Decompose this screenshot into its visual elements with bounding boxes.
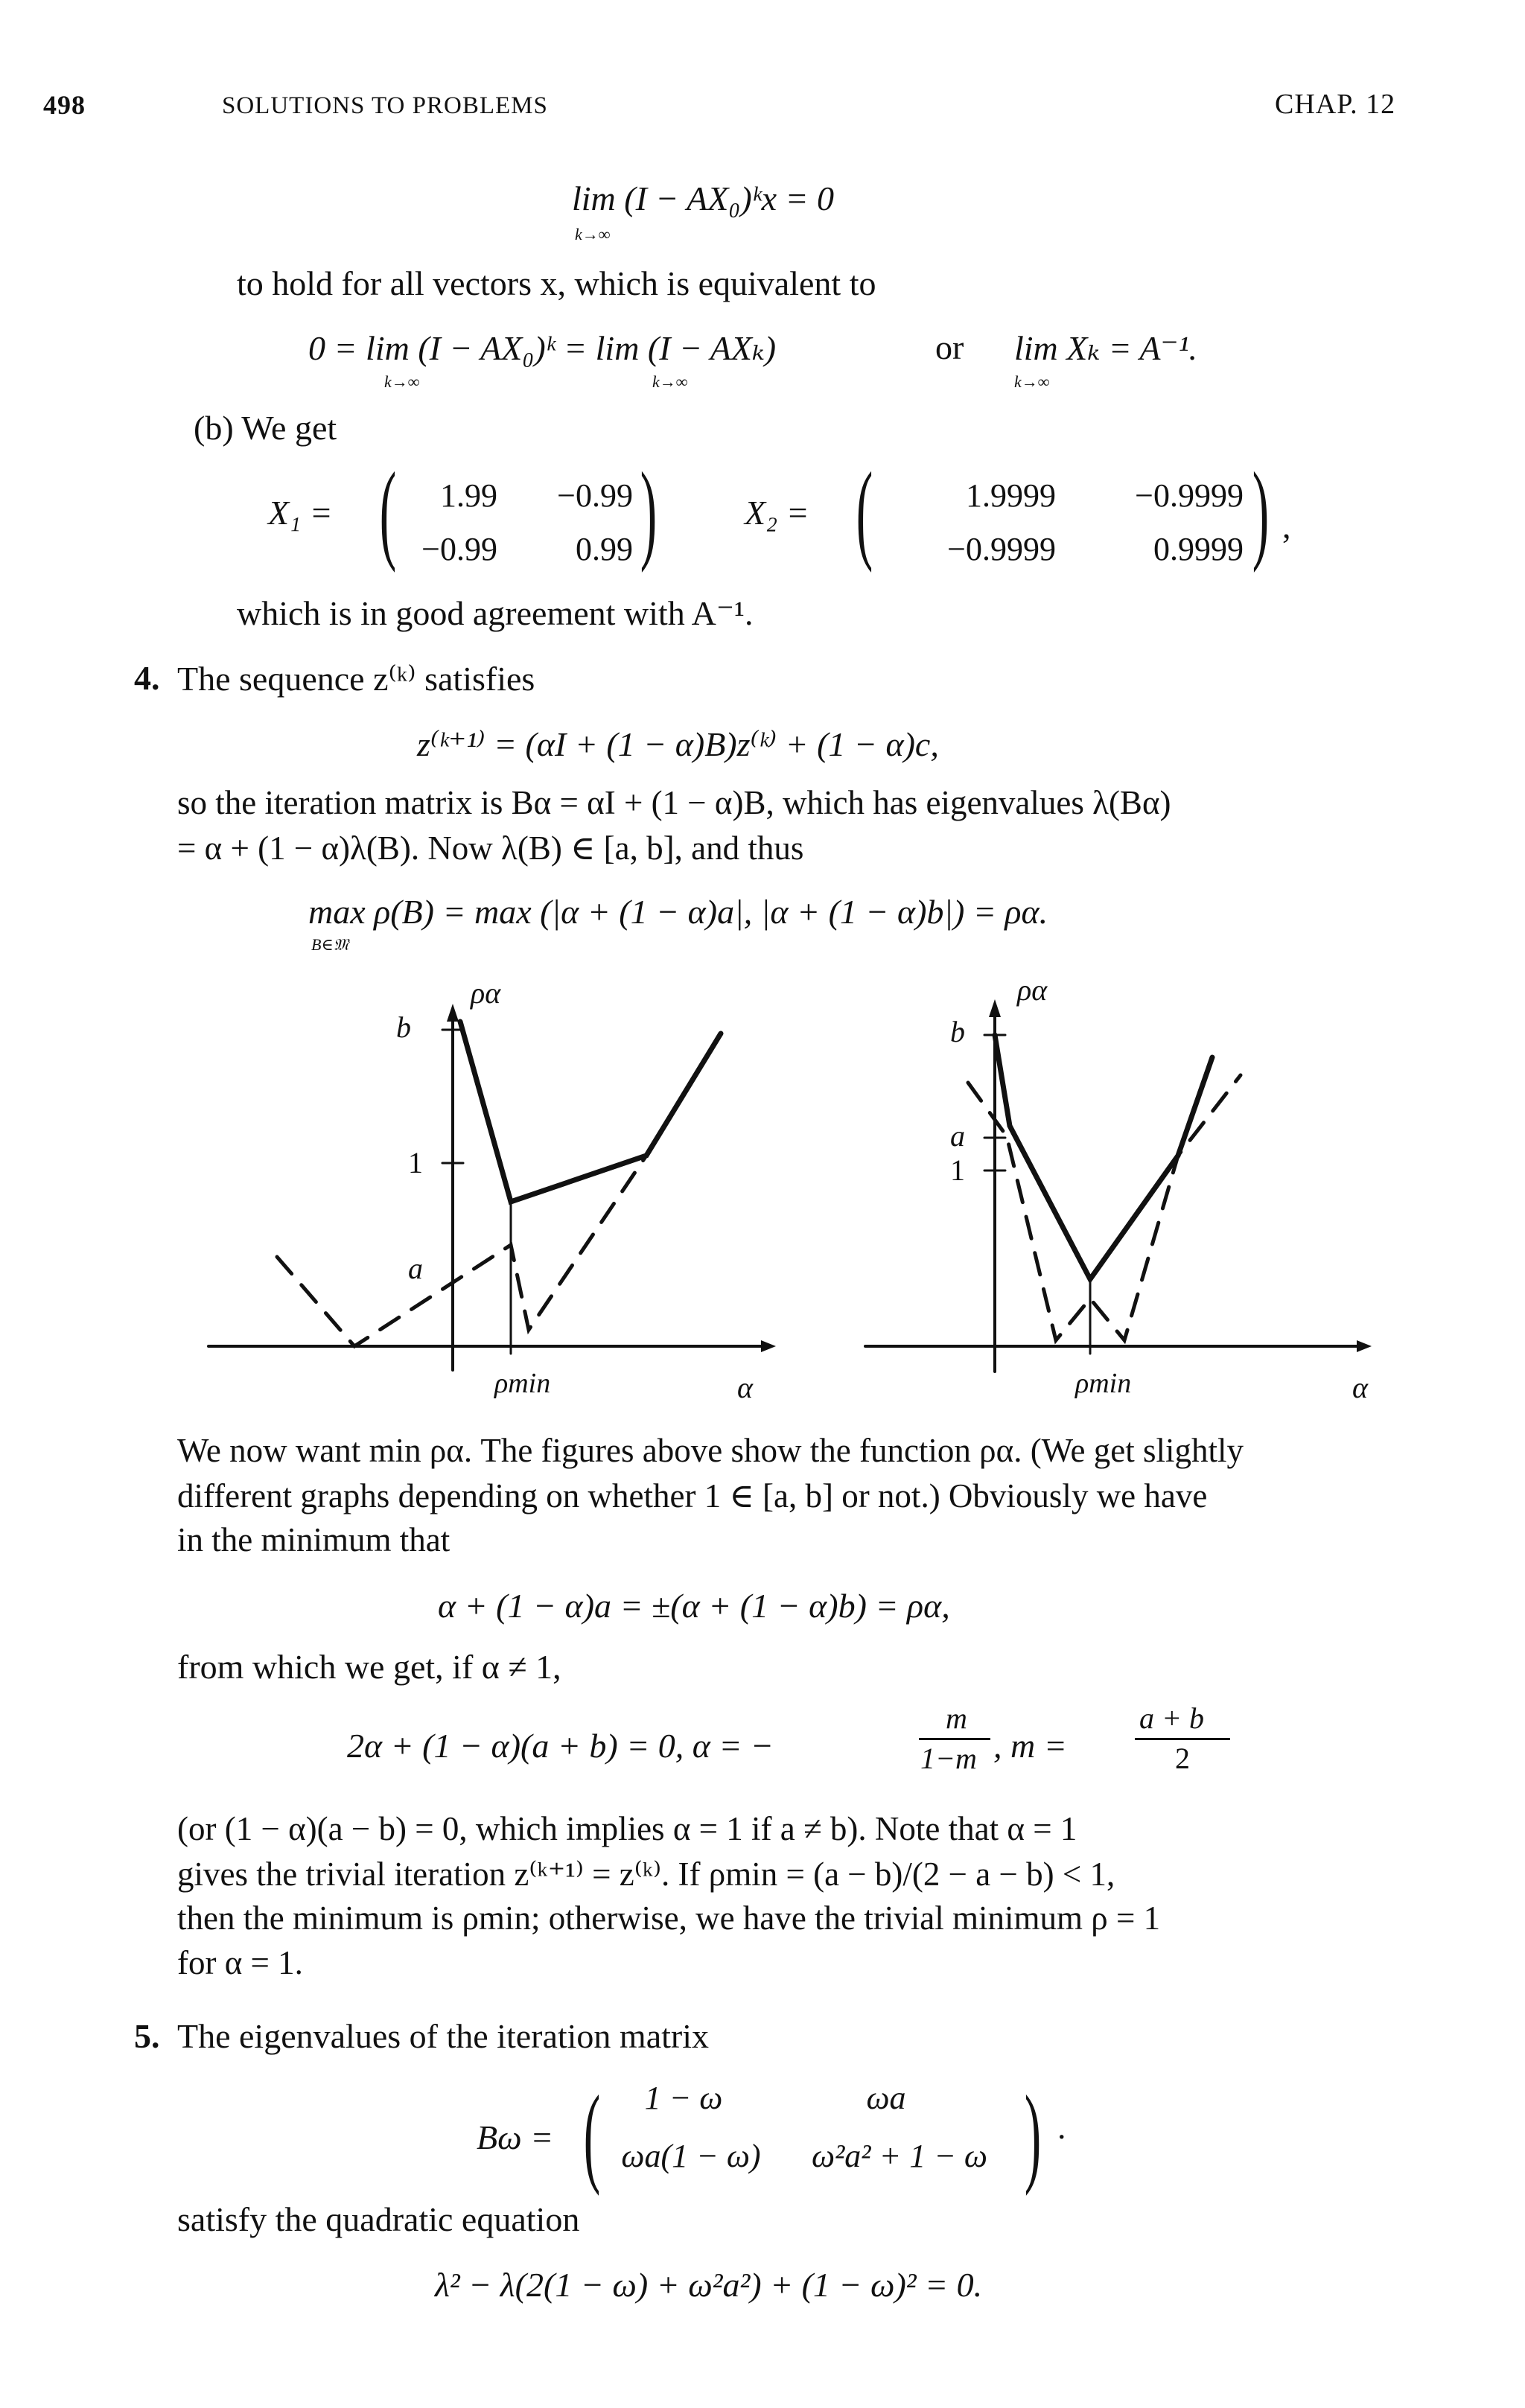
- text-line: = α + (1 − α)λ(B). Now λ(B) ∈ [a, b], and thus: [177, 829, 804, 867]
- rho-min-label: ρmin: [1075, 1368, 1132, 1399]
- matrix-cell: ωa: [866, 2080, 906, 2116]
- text-line: gives the trivial iteration z⁽ᵏ⁺¹⁾ = z⁽ᵏ⁾. If ρmin = (a − b)/(2 − a − b) < 1,: [177, 1856, 1115, 1893]
- equivalence-equation: 0 = lim (I − AX₀)ᵏ = lim (I − AXₖ): [308, 329, 777, 367]
- matrix-cell: 1.9999: [966, 477, 1056, 514]
- matrix-cell: 0.99: [576, 531, 633, 567]
- matrix-cell: 0.9999: [1153, 531, 1244, 567]
- recurrence-equation: z⁽ᵏ⁺¹⁾ = (αI + (1 − α)B)z⁽ᵏ⁾ + (1 − α)c,: [417, 725, 939, 763]
- x-axis-arrow: [761, 1340, 776, 1352]
- rho-alpha-label: ρα: [1017, 973, 1048, 1007]
- left-paren: (: [379, 450, 397, 573]
- fraction-numerator: a + b: [1139, 1701, 1204, 1735]
- b-omega-label: Bω =: [477, 2118, 554, 2156]
- limit-equation: lim (I − AX₀)ᵏx = 0: [572, 179, 835, 217]
- limit-subscript: k→∞: [652, 372, 688, 391]
- text-line: different graphs depending on whether 1 ∈ [a, b] or not.) Obviously we have: [177, 1477, 1208, 1514]
- right-paren: ): [1252, 450, 1270, 573]
- dashed-branch: [277, 1156, 646, 1346]
- a-label: a: [408, 1252, 423, 1285]
- page-number: 498: [43, 90, 86, 120]
- matrix-cell: −0.9999: [947, 531, 1056, 567]
- problem-number: 5.: [134, 2017, 160, 2055]
- fraction-bar: [919, 1738, 990, 1740]
- text-line: We now want min ρα. The figures above show the function ρα. (We get slightly: [177, 1432, 1244, 1469]
- y-axis-arrow: [989, 999, 1001, 1017]
- max-subscript: B∈𝔐: [311, 935, 348, 954]
- max-equation: max ρ(B) = max (|α + (1 − α)a|, |α + (1 − α)b|) = ρα.: [308, 893, 1048, 931]
- matrix-cell: −0.99: [421, 531, 497, 567]
- left-paren: (: [856, 450, 873, 573]
- text-line: (or (1 − α)(a − b) = 0, which implies α = 1 if a ≠ b). Note that α = 1: [177, 1810, 1077, 1847]
- fraction-bar: [1135, 1738, 1230, 1740]
- quadratic-equation: λ² − λ(2(1 − ω) + ω²a²) + (1 − ω)² = 0.: [435, 2266, 983, 2304]
- rho-alpha-label: ρα: [471, 976, 501, 1010]
- text-line: then the minimum is ρmin; otherwise, we have the trivial minimum ρ = 1: [177, 1899, 1161, 1937]
- alpha-axis-label: α: [737, 1371, 753, 1404]
- limit-subscript: k→∞: [575, 225, 611, 243]
- matrix-cell: ω²a² + 1 − ω: [812, 2138, 987, 2174]
- y-axis-arrow: [447, 1004, 459, 1022]
- fraction-denominator: 1−m: [920, 1742, 977, 1775]
- matrix-cell: 1 − ω: [644, 2080, 723, 2116]
- x-axis-arrow: [1357, 1340, 1372, 1352]
- inverse-limit: lim Xₖ = A⁻¹.: [1014, 329, 1198, 367]
- right-paren: ): [640, 450, 658, 573]
- text-line: from which we get, if α ≠ 1,: [177, 1648, 561, 1686]
- b-label: b: [950, 1015, 965, 1048]
- running-head: SOLUTIONS TO PROBLEMS: [222, 92, 548, 119]
- x2-label: X₂ =: [745, 494, 809, 532]
- fraction-denominator: 2: [1175, 1742, 1190, 1775]
- text-line: for α = 1.: [177, 1944, 303, 1981]
- text-line: which is in good agreement with A⁻¹.: [237, 594, 754, 632]
- chapter-label: CHAP. 12: [1275, 89, 1396, 120]
- right-paren: ): [1024, 2073, 1042, 2197]
- matrix-cell: ωa(1 − ω): [621, 2138, 761, 2174]
- m-equation: , m =: [993, 1727, 1067, 1765]
- alpha-equation: 2α + (1 − α)(a + b) = 0, α = −: [347, 1727, 774, 1765]
- rho-min-label: ρmin: [494, 1368, 551, 1399]
- part-b-label: (b) We get: [194, 409, 337, 447]
- x1-label: X₁ =: [268, 494, 333, 532]
- comma: ,: [1282, 507, 1291, 545]
- matrix-cell: −0.9999: [1135, 477, 1244, 514]
- text-line: satisfy the quadratic equation: [177, 2200, 580, 2238]
- alpha-axis-label: α: [1352, 1371, 1368, 1404]
- limit-subscript: k→∞: [1014, 372, 1050, 391]
- b-label: b: [396, 1010, 411, 1044]
- matrix-cell: −0.99: [557, 477, 633, 514]
- text-line: The sequence z⁽ᵏ⁾ satisfies: [177, 660, 535, 698]
- text-line: to hold for all vectors x, which is equivalent to: [237, 264, 876, 302]
- fraction-numerator: m: [946, 1701, 967, 1735]
- rho-alpha-curve: [995, 1035, 1212, 1279]
- left-paren: (: [583, 2073, 601, 2197]
- one-label: 1: [950, 1153, 965, 1187]
- or-word: or: [935, 328, 964, 366]
- problem-number: 4.: [134, 659, 160, 697]
- a-label: a: [950, 1119, 965, 1153]
- min-equation: α + (1 − α)a = ±(α + (1 − α)b) = ρα,: [438, 1587, 950, 1625]
- matrix-cell: 1.99: [440, 477, 497, 514]
- one-label: 1: [408, 1146, 423, 1179]
- text-line: in the minimum that: [177, 1521, 451, 1558]
- limit-subscript: k→∞: [384, 372, 420, 391]
- text-line: so the iteration matrix is Bα = αI + (1 − α)B, which has eigenvalues λ(Bα): [177, 784, 1171, 821]
- period: .: [1057, 2108, 1066, 2146]
- rho-alpha-curve: [460, 1022, 721, 1202]
- text-line: The eigenvalues of the iteration matrix: [177, 2017, 710, 2055]
